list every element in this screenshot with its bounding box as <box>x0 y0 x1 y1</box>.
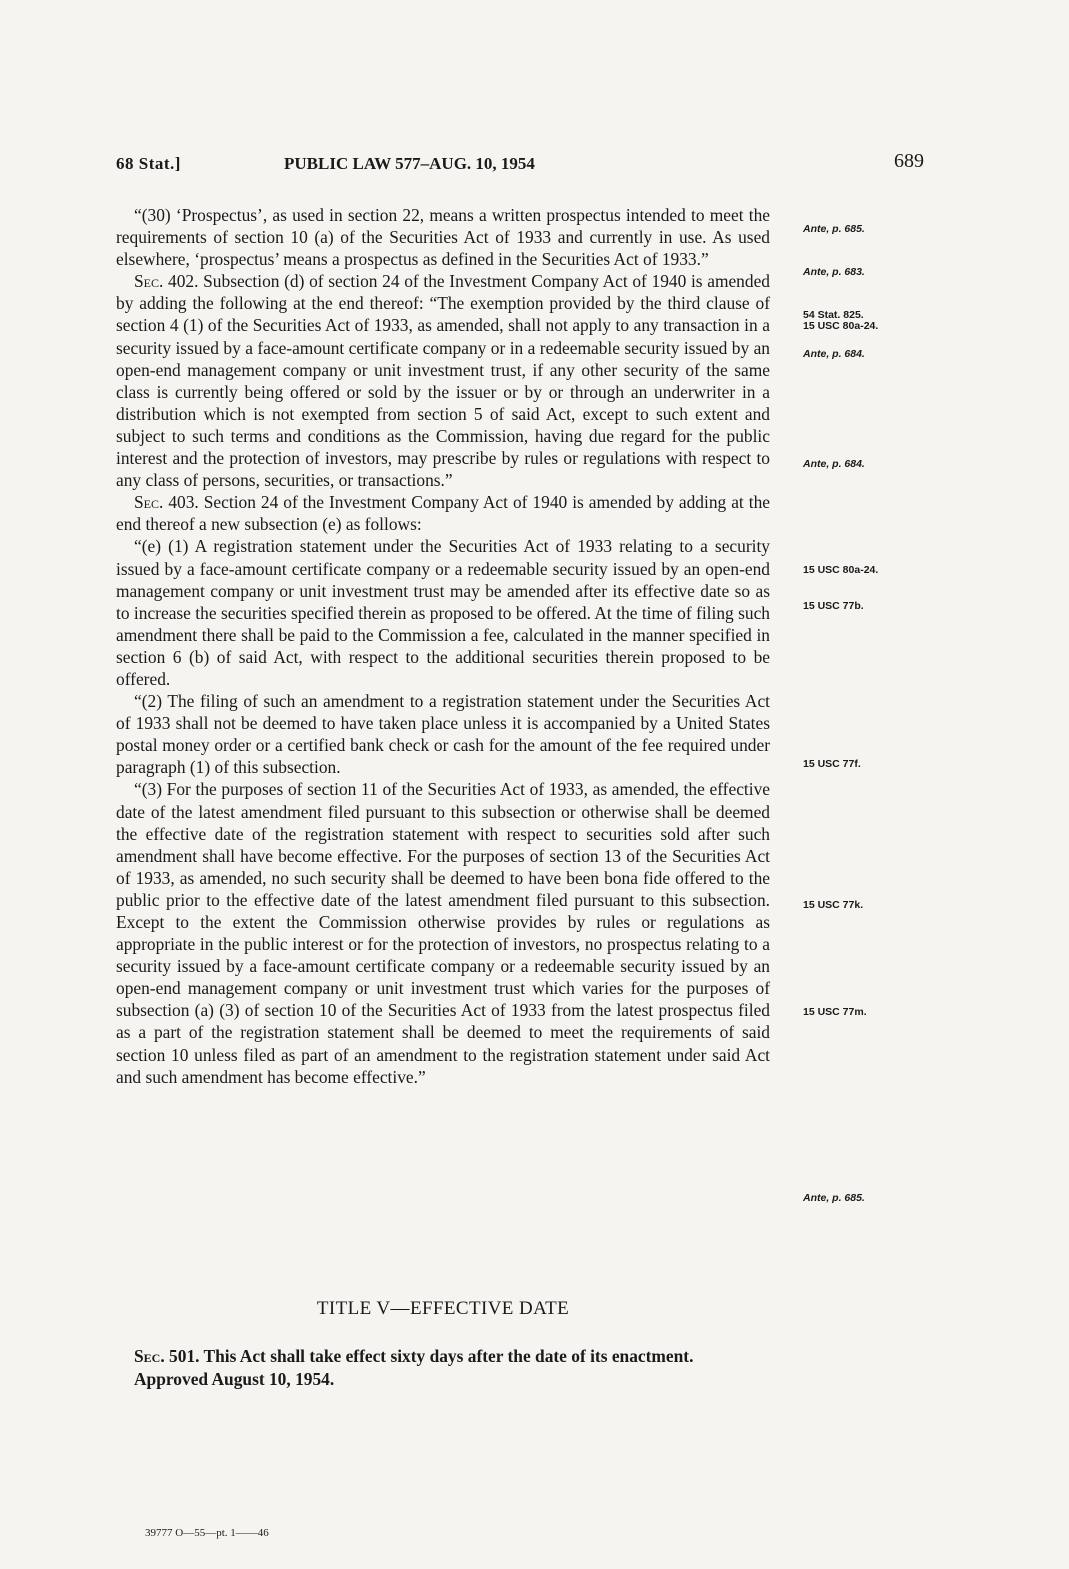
page-header <box>116 150 924 180</box>
margin-note: 54 Stat. 825. 15 USC 80a-24. <box>803 309 879 332</box>
approval-line: Approved August 10, 1954. <box>134 1368 335 1389</box>
paragraph-subsection-e2: “(2) The filing of such an amendment to a registration statement under the Securities Act of 1933 shall not be deemed to have taken place unless it is accompanied by a United States postal money order or a certified bank check or cash for the amount of the fee required under paragraph (1) of this subsection. <box>116 691 770 778</box>
paragraph-sec-501 <box>116 1345 770 1368</box>
paragraph-subsection-e1: “(e) (1) A registration statement under the Securities Act of 1933 relating to a security issued by a face-amount certificate company or a redeemable security issued by an open-end management company or unit investment trust may be amended after its effective date so as to increase the securities specified therein as proposed to be offered. At the time of filing such amendment there shall be paid to the Commission a fee, calculated in the manner specified in section 6 (b) of said Act, with respect to the additional securities therein proposed to be offered. <box>116 536 770 689</box>
section-label: Sec. <box>134 271 164 292</box>
page-number: 689 <box>894 150 924 172</box>
margin-note: 15 USC 77f. <box>803 758 861 770</box>
section-label: Sec. <box>134 492 164 513</box>
margin-note: Ante, p. 684. <box>803 348 865 360</box>
margin-note: 15 USC 77b. <box>803 600 864 612</box>
margin-note: 15 USC 77k. <box>803 899 864 911</box>
margin-note: Ante, p. 684. <box>803 458 865 470</box>
main-text <box>116 204 770 1088</box>
paragraph-prospectus-definition: “(30) ‘Prospectus’, as used in section 22, means a written prospectus intended to meet the requirements of section 10 (a) of the Securities Act of 1933 and currently in use. As used elsewhere, ‘prospectus’ means a prospectus as defined in the Securities Act of 1933.” <box>116 205 770 270</box>
section-label: Sec. <box>134 1346 165 1366</box>
margin-note: Ante, p. 685. <box>803 1192 865 1204</box>
margin-note: 15 USC 77m. <box>803 1006 867 1018</box>
margin-note: Ante, p. 685. <box>803 223 865 235</box>
closing-section <box>116 1345 770 1390</box>
paragraph-subsection-e3: “(3) For the purposes of section 11 of the Securities Act of 1933, as amended, the effective date of the latest amendment filed pursuant to this subsection or otherwise shall be deemed the effective date of the registration statement with respect to securities sold after such amendment shall have become effective. For the purposes of section 13 of the Securities Act of 1933, as amended, no such security shall be deemed to have been bona fide offered to the public prior to the effective date of the latest amendment filed pursuant to this subsection. Except to the extent the Commission otherwise provides by rules or regulations as appropriate in the public interest or for the protection of investors, no prospectus relating to a security issued by a face-amount certificate company or a redeemable security issued by an open-end management company or unit investment trust which varies for the purposes of subsection (a) (3) of section 10 of the Securities Act of 1933 from the latest prospectus filed as a part of the registration statement shall be deemed to meet the requirements of said section 10 unless filed as part of an amendment to the registration statement under said Act and such amendment has become effective.” <box>116 779 770 1087</box>
title-heading: TITLE V—EFFECTIVE DATE <box>316 1298 570 1319</box>
running-title: PUBLIC LAW 577–AUG. 10, 1954 <box>284 154 535 173</box>
paragraph-text: 501. This Act shall take effect sixty days after the date of its enactment. <box>164 1346 694 1366</box>
paragraph-sec-402 <box>116 270 770 491</box>
paragraph-text: 402. Subsection (d) of section 24 of the Investment Company Act of 1940 is amended by adding the following at the end thereof: “The exemption provided by the third clause of section 4 (1) of the Securities Act of 1933, as amended, shall not apply to any transaction in a security issued by a face-amount certificate company or in a redeemable security issued by an open-end management company or unit investment trust, if any other security of the same class is currently being offered or sold by the issuer or by or through an underwriter in a distribution which is not exempted from section 5 of said Act, except to such extent and subject to such terms and conditions as the Commission, having due regard for the public interest and the protection of investors, may prescribe by rules or regulations with respect to any class of persons, securities, or transactions.” <box>116 271 770 491</box>
paragraph-text: 403. Section 24 of the Investment Company Act of 1940 is amended by adding at the end thereof a new subsection (e) as follows: <box>116 492 770 535</box>
margin-note: Ante, p. 683. <box>803 266 865 278</box>
paragraph-sec-403 <box>116 491 770 535</box>
margin-note: 15 USC 80a-24. <box>803 564 879 576</box>
print-signature: 39777 O—55—pt. 1——46 <box>145 1527 269 1539</box>
volume-reference: 68 Stat.] <box>116 154 181 173</box>
